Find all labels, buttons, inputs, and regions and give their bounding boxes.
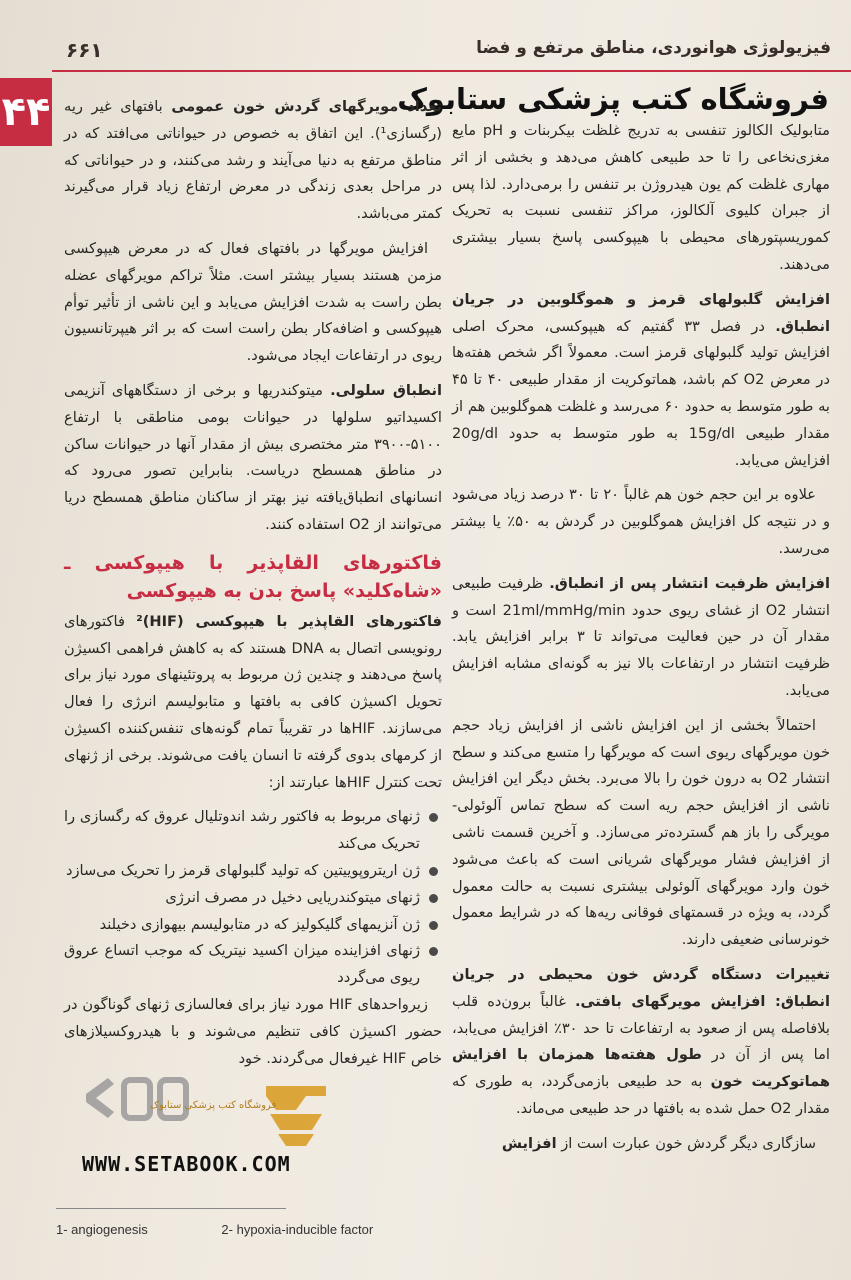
paragraph-text: در فصل ۳۳ گفتیم که هیپوکسی، محرک اصلی افزایش تولید گلبولهای قرمز است. معمولاً اگر شخص هفته‌ها در معرض O2 کم باشد، هماتوکریت از مقدار طبیعی ۴۰ تا ۴۵ به طور متوسط به حدود ۶۰ می‌رسد و غلظت هموگلوبین هم از مقدار طبیعی 15g/dl به طور متوسط به حدود 20g/dl افزایش می‌یابد. bbox=[452, 317, 830, 469]
list-item: ژنهای میتوکندریایی دخیل در مصرف انرژی bbox=[64, 885, 442, 912]
footnote-2: 2- hypoxia-inducible factor bbox=[221, 1222, 374, 1237]
left-column bbox=[64, 94, 442, 1080]
footnote-1: 1- angiogenesis bbox=[56, 1222, 148, 1237]
paragraph bbox=[64, 94, 442, 228]
emphasis-text: تعداد مویرگهای گردش خون عمومی bbox=[171, 98, 442, 115]
watermark-text: فروشگاه کتب پزشکی ستابوک bbox=[397, 82, 829, 116]
paragraph-text: فاکتورهای رونویسی اتصال به DNA هستند که به کاهش فراهمی اکسیژن پاسخ می‌دهند و چندین ژن مربوط به پروتئینهای مورد نیاز برای تحویل اکسیژن کافی به بافتها و متابولیسم انرژی را فعال می‌سازند. HIFها در تقریباً تمام گونه‌های تنفس‌کننده اکسیژن از کرمهای بدوی گرفته تا انسان یافت می‌شوند. برخی از ژنهای تحت کنترل HIFها عبارتند از: bbox=[64, 612, 443, 791]
footnote-rule bbox=[56, 1208, 286, 1209]
bullet-icon bbox=[429, 867, 438, 876]
list-item: ژنهای افزاینده میزان اکسید نیتریک که موجب اتساع عروق ریوی می‌گردد bbox=[64, 938, 442, 992]
chapter-number-tab: ۴۴ bbox=[0, 78, 52, 146]
paragraph: زیرواحدهای HIF مورد نیاز برای فعالسازی ژنهای گوناگون در حضور اکسیژن کافی تنظیم می‌شوند و با هیدروکسیلازهای خاص HIF غیرفعال می‌گردند. خود bbox=[64, 995, 442, 1067]
running-title: فیزیولوژی هوانوردی، مناطق مرتفع و فضا bbox=[476, 38, 831, 58]
paragraph-text: میتوکندریها و برخی از دستگاههای آنزیمی اکسیداتیو سلولها در حیوانات بومی مناطقی با ارتفاع ۵۱۰۰-۳۹۰۰ متر مختصری بیش از مقدار آنها در حیوانات ساکن در مناطق همسطح دریاست. بنابراین تصور می‌رود که انسانهای انطباق‌یافته نیز بهتر از ساکنان مناطق همسطح دریا می‌توانند از O2 استفاده کنند. bbox=[64, 381, 442, 533]
page-number: ۶۶۱ bbox=[66, 38, 103, 62]
site-url: WWW.SETABOOK.COM bbox=[82, 1152, 291, 1176]
logo-subtitle: فروشگاه کتب پزشکی ستابوک bbox=[150, 1100, 277, 1111]
subheading: تغییرات دستگاه گردش خون محیطی در جریان انطباق: افزایش مویرگهای بافتی. bbox=[452, 965, 831, 1010]
paragraph-text: غالباً برون‌ده قلب بلافاصله پس از صعود به ارتفاعات تا حد ۳۰٪ افزایش می‌یابد، اما پس از آن در bbox=[452, 992, 830, 1064]
emphasis-text: طول هفته‌ها همزمان با افزایش هماتوکریت خون bbox=[452, 1046, 830, 1091]
bullet-icon bbox=[429, 921, 438, 930]
bullet-icon bbox=[429, 947, 438, 956]
list-item: ژنهای مربوط به فاکتور رشد اندوتلیال عروق که رگسازی را تحریک می‌کند bbox=[64, 804, 442, 858]
bullet-icon bbox=[429, 813, 438, 822]
paragraph bbox=[64, 609, 442, 797]
paragraph: علاوه بر این حجم خون هم غالباً ۲۰ تا ۳۰ درصد زیاد می‌شود و در نتیجه کل افزایش هموگلوبین در گردش به ۵۰٪ یا بیشتر می‌رسد. bbox=[452, 486, 830, 557]
paragraph bbox=[64, 378, 442, 539]
right-column bbox=[452, 118, 830, 1165]
emphasis-text: افزایش bbox=[501, 1134, 557, 1152]
header-rule bbox=[52, 70, 851, 72]
subheading: افزایش گلبولهای قرمز و هموگلوبین در جریان انطباق. bbox=[452, 290, 831, 335]
gene-list bbox=[64, 804, 442, 992]
paragraph bbox=[452, 571, 830, 705]
bullet-icon bbox=[429, 894, 438, 903]
subheading: انطباق سلولی. bbox=[330, 381, 442, 399]
paragraph bbox=[452, 962, 830, 1123]
section-heading: فاکتورهای القاپذیر با هیپوکسی ـ «شاه‌کلید» پاسخ بدن به هیپوکسی bbox=[64, 551, 442, 602]
emphasis-text: فاکتورهای القاپذیر با هیپوکسی (HIF)² bbox=[136, 612, 442, 630]
paragraph bbox=[452, 1131, 830, 1158]
paragraph bbox=[452, 287, 830, 475]
list-item: ژن اریتروپوییتین که تولید گلبولهای قرمز را تحریک می‌سازد bbox=[64, 858, 442, 885]
paragraph: متابولیک الکالوز تنفسی به تدریج غلظت بیکربنات و pH مایع مغزی‌نخاعی را تا حد طبیعی کاهش می‌دهد و بخشی از اثر مهاری غلظت کم یون هیدروژن بر تنفس را برمی‌دارد. لذا پس از جبران کلیوی آلکالوز، مراکز تنفسی نسبت به تحریک کموریسپتورهای محیطی با هیپوکسی پاسخ بسیار بیشتری می‌دهند. bbox=[452, 122, 831, 273]
footnotes bbox=[56, 1222, 443, 1237]
list-item: ژن آنزیمهای گلیکولیز که در متابولیسم بیهوازی دخیلند bbox=[64, 912, 442, 939]
paragraph-text: بافتهای غیر ریه (رگسازی¹). این اتفاق به خصوص در حیواناتی می‌افتد که در مناطق مرتفع به دنیا می‌آیند و رشد می‌کنند، و در حیواناتی که در مراحل بعدی زندگی در معرض ارتفاع زیاد قرار می‌گیرند کمتر می‌باشد. bbox=[64, 98, 442, 223]
paragraph: افزایش مویرگها در بافتهای فعال که در معرض هیپوکسی مزمن هستند بسیار بیشتر است. مثلاً تراکم مویرگهای عضله بطن راست به شدت افزایش می‌یابد و این ناشی از تأثیر توأم هیپوکسی و اضافه‌کار بطن راست است که بر اثر هیپرتانسیون ریوی در ارتفاعات ایجاد می‌شود. bbox=[64, 239, 442, 365]
paragraph: احتمالاً بخشی از این افزایش ناشی از افزایش زیاد حجم خون مویرگهای ریوی است که مویرگها را متسع می‌کند و سطح انتشار O2 به درون خون را بالا می‌برد. بخش دیگر این افزایش ناشی از افزایش حجم ریه است که سطح تماس آلوئولی-مویرگی را باز هم گسترده‌تر می‌سازد. و آخرین قسمت ناشی از افزایش فشار مویرگهای شریانی است که باعث می‌شود خون وارد مویرگهای آلوئولی بیشتری نسبت به حالت معمول گردد، به ویژه در قسمتهای فوقانی ریه‌ها که در شرایط معمول خونرسانی ضعیفی دارند. bbox=[452, 716, 830, 949]
paragraph-text: سازگاری دیگر گردش خون عبارت است از bbox=[556, 1134, 816, 1152]
paragraph-text: به حد طبیعی بازمی‌گردد، به طوری که مقدار O2 حمل شده به بافتها در حد طبیعی می‌ماند. bbox=[452, 1073, 830, 1117]
paragraph-text: ظرفیت طبیعی انتشار O2 از غشای ریوی حدود 21ml/mmHg/min است و مقدار آن در حین فعالیت می‌تواند تا ۳ برابر افزایش یابد. ظرفیت انتشار در ارتفاعات بالا نیز به گونه‌ای مشابه افزایش می‌یابد. bbox=[452, 574, 830, 699]
subheading: افزایش ظرفیت انتشار پس از انطباق. bbox=[549, 574, 830, 592]
